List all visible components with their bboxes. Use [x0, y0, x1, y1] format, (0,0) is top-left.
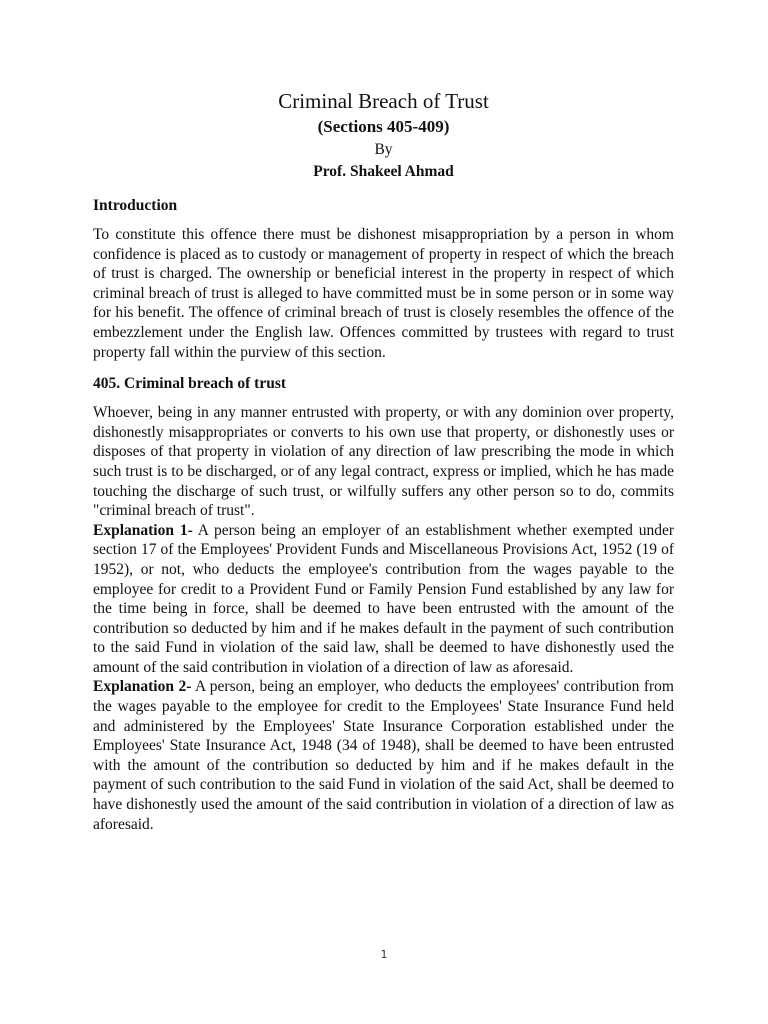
explanation-1-paragraph	[93, 521, 674, 678]
author-name: Prof. Shakeel Ahmad	[313, 163, 454, 180]
explanation-1-label: Explanation 1-	[93, 521, 193, 539]
explanation-1-text: A person being an employer of an establishment whether exempted under section 17 of the Employees' Provident Funds and Miscellaneous Provisions Act, 1952 (19 of 1952), or not, who deducts the employee's contribution from the wages payable to the employee for credit to a Provident Fund or Family Pension Fund established by any law for the time being in force, shall be deemed to have been entrusted with the amount of the contribution so deducted by him and if he makes default in the payment of such contribution to the said Fund in violation of the said law, shall be deemed to have dishonestly used the amount of the said contribution in violation of a direction of law as aforesaid.	[93, 521, 674, 676]
page-content	[93, 87, 674, 834]
document-title: Criminal Breach of Trust	[278, 89, 489, 113]
explanation-2-text: A person, being an employer, who deducts the employees' contribution from the wages payable to the employee for credit to the Employees' State Insurance Fund held and administered by the Employees' State Insurance Corporation established under the Employees' State Insurance Act, 1948 (34 of 1948), shall be deemed to have been entrusted with the amount of the contribution so deducted by him and if he makes default in the payment of such contribution to the said Fund in violation of the said Act, shall be deemed to have dishonestly used the amount of the said contribution in violation of a direction of law as aforesaid.	[93, 678, 674, 833]
section-405-heading: 405. Criminal breach of trust	[93, 375, 287, 393]
introduction-paragraph: To constitute this offence there must be dishonest misappropriation by a person in whom confidence is placed as to custody or management of property in respect of which the breach of trust is charged. The ownership or beneficial interest in the property in respect of which criminal breach of trust is alleged to have committed must be in some person or in some way for his benefit. The offence of criminal breach of trust is closely resembles the offence of the embezzlement under the English law. Offences committed by trustees with regard to trust property fall within the purview of this section.	[93, 226, 674, 361]
introduction-heading: Introduction	[93, 197, 178, 214]
section-405-paragraph: Whoever, being in any manner entrusted with property, or with any dominion over property, dishonestly misappropriates or converts to his own use that property, or dishonestly uses or disposes of that property in violation of any direction of law prescribing the mode in which such trust is to be discharged, or of any legal contract, express or implied, which he has made touching the discharge of such trust, or wilfully suffers any other person so to do, commits "criminal breach of trust".	[93, 404, 674, 520]
page-number: 1	[380, 948, 388, 961]
explanation-2-label: Explanation 2-	[93, 678, 192, 696]
document-subtitle: (Sections 405-409)	[317, 117, 450, 136]
explanation-2-paragraph	[93, 677, 674, 834]
byline-label: By	[374, 141, 393, 158]
